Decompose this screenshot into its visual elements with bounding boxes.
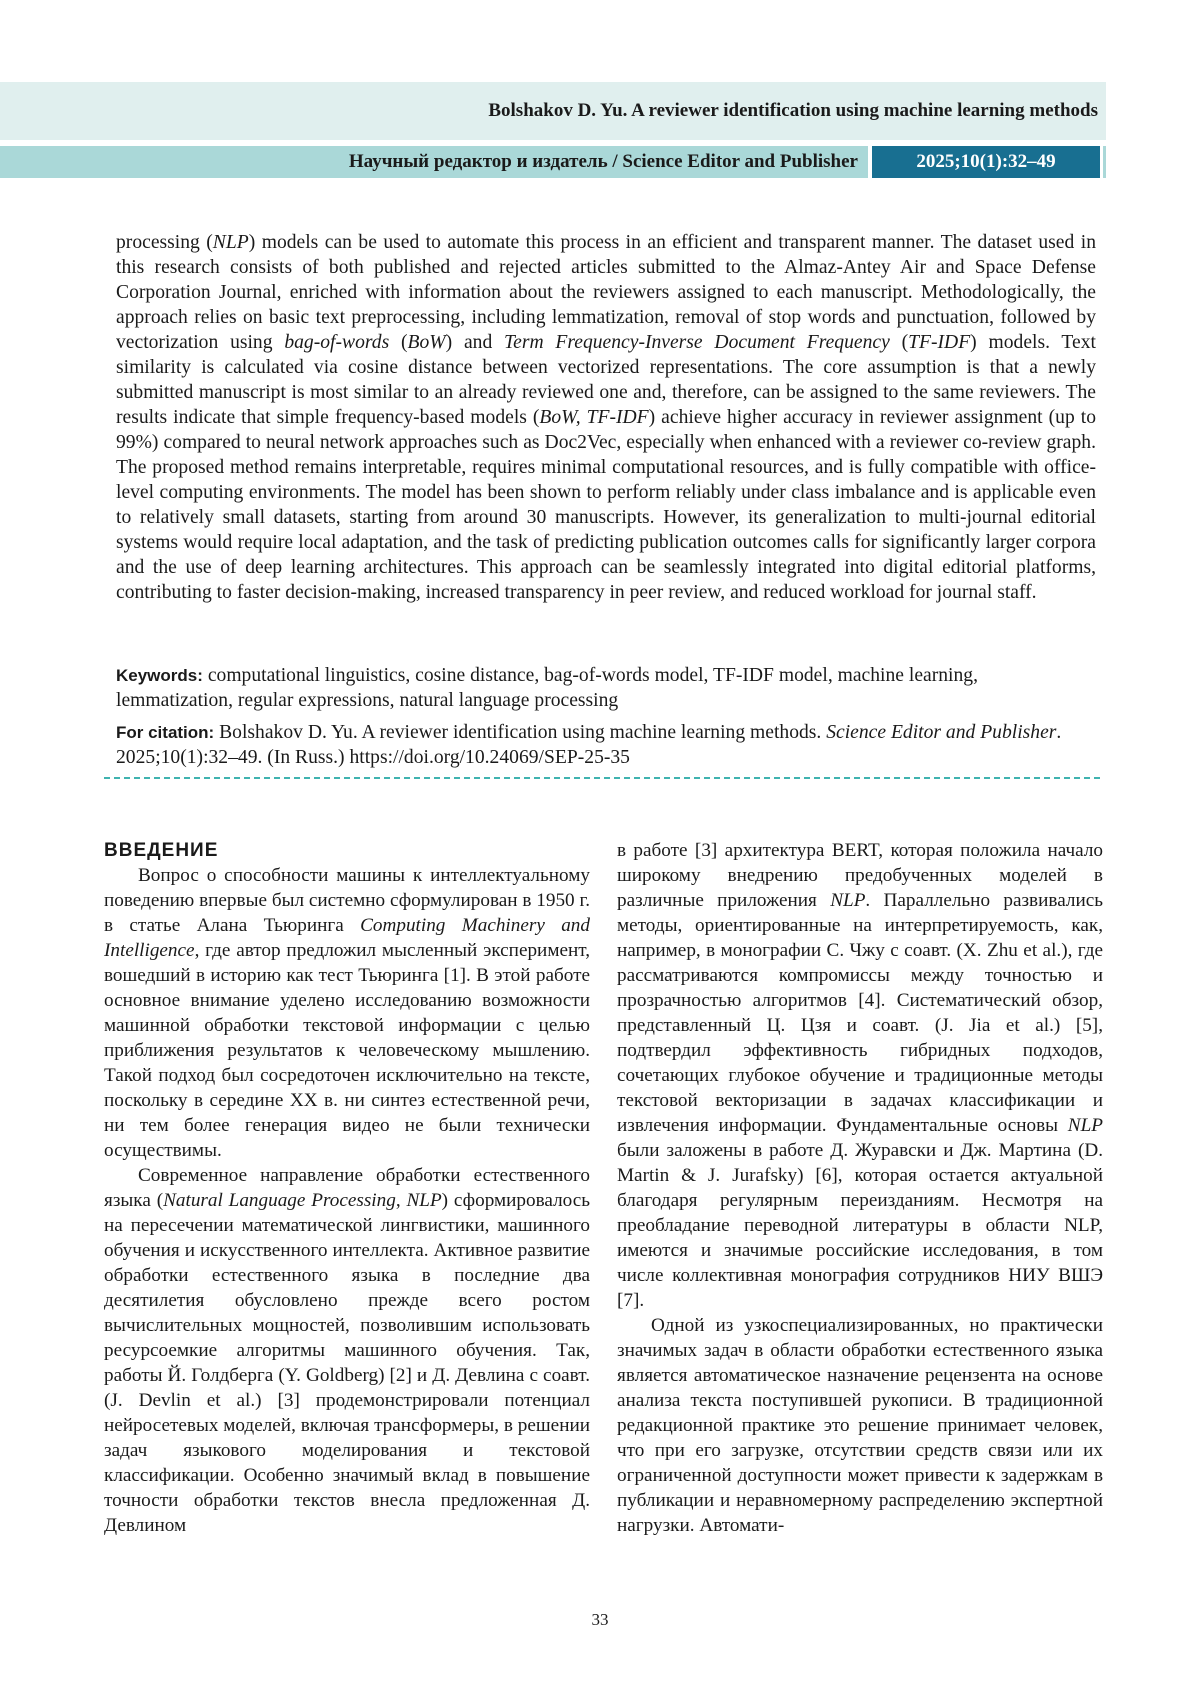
citation (116, 720, 1096, 770)
right-column (617, 838, 1103, 1538)
italic-text: Natural Language Processing (163, 1190, 396, 1211)
text-run: ( (389, 332, 407, 353)
keywords-label: Keywords: (116, 666, 203, 685)
text-run: ( (890, 332, 908, 353)
text-run: . Параллельно развивались методы, ориентированные на интерпретируемость, как, например, в монографии С. Чжу с соавт. (X. Zhu et al.), где рассматриваются компромиссы между точностью и прозрачностью алгоритмов [4]. Систематический обзор, представленный Ц. Цзя и соавт. (J. Jia et al.) [5], подтвердил эффективность гибридных подходов, сочетающих глубокое обучение и традиционные методы текстовой векторизации в задачах классификации и извлечения информации. Фундаментальные основы (617, 890, 1103, 1136)
italic-text: bag-of-words (284, 332, 389, 353)
text-run: ) achieve higher accuracy in reviewer assignment (up to 99%) compared to neural network approaches such as Doc2Vec, especially when enhanced with a reviewer co-review graph. The proposed method remains interpretable, requires minimal computational resources, and is fully compatible with office-level computing environments. The model has been shown to perform reliably under class imbalance and is applicable even to relatively small datasets, starting from around 30 manuscripts. However, its generalization to multi-journal editorial systems would require local adaptation, and the task of predicting publication outcomes calls for significantly larger corpora and the use of deep learning architectures. This approach can be seamlessly integrated into digital editorial platforms, contributing to faster decision-making, increased transparency in peer review, and reduced workload for journal staff. (116, 407, 1096, 603)
issue-badge (872, 146, 1100, 178)
abstract (116, 230, 1096, 605)
keywords (116, 663, 1096, 713)
text-run: Современное направление обработки естественного языка ( (104, 1165, 590, 1211)
italic-text: Computing Machinery and Intelligence (104, 915, 590, 961)
italic-text: NLP (1068, 1115, 1103, 1136)
italic-text: Science Editor and Publisher (826, 722, 1056, 743)
italic-text: NLP (830, 890, 865, 911)
italic-text: BoW, TF-IDF (539, 407, 648, 428)
page-number: 33 (0, 1610, 1200, 1630)
paragraph (104, 1163, 590, 1538)
header-accent (1103, 146, 1106, 178)
citation-label: For citation: (116, 723, 214, 742)
text-run: . 2025;10(1):32–49. (In Russ.) https://doi.org/10.24069/SEP-25-35 (116, 722, 1061, 768)
issue-text: 2025;10(1):32–49 (872, 146, 1100, 173)
text-run: Вопрос о способности машины к интеллектуальному поведению впервые был системно сформулирован в 1950 г. в статье Алана Тьюринга (104, 865, 590, 936)
divider (104, 777, 1100, 779)
journal-bar (0, 146, 868, 178)
text-run: были заложены в работе Д. Журавски и Дж. Мартина (D. Martin & J. Jurafsky) [6], которая остается актуальной благодаря регулярным переизданиям. Несмотря на преобладание переводной литературы в области NLP, имеются и значимые российские исследования, в том числе коллективная монография сотрудников НИУ ВШЭ [7]. (617, 1140, 1103, 1311)
text-run: Bolshakov D. Yu. A reviewer identification using machine learning methods. (214, 722, 826, 743)
paragraph (617, 838, 1103, 1313)
text-run: processing ( (116, 232, 213, 253)
running-title: Bolshakov D. Yu. A reviewer identification using machine learning methods (488, 100, 1098, 122)
text-run: ) and (446, 332, 504, 353)
text-run: ) models can be used to automate this process in an efficient and transparent manner. The dataset used in this research consists of both published and rejected articles submitted to the Almaz-Antey Air and Space Defense Corporation Journal, enriched with information about the reviewers assigned to each manuscript. Methodologically, the approach relies on basic text preprocessing, including lemmatization, removal of stop words and punctuation, followed by vectorization using (116, 232, 1096, 353)
journal-name: Научный редактор и издатель / Science Editor and Publisher (349, 151, 858, 173)
left-column (104, 838, 590, 1538)
italic-text: BoW (408, 332, 446, 353)
italic-text: TF-IDF (908, 332, 970, 353)
text-run: ) models. Text similarity is calculated via cosine distance between vectorized representations. The core assumption is that a newly submitted manuscript is most similar to an already reviewed one and, therefore, can be assigned to the same reviewers. The results indicate that simple frequency-based models ( (116, 332, 1096, 428)
running-title-bar (0, 82, 1106, 140)
text-run: в работе [3] архитектура BERT, которая положила начало широкому внедрению предобученных моделей в различные приложения (617, 840, 1103, 911)
italic-text: NLP (213, 232, 249, 253)
paragraph (617, 1313, 1103, 1538)
text-run: , где автор предложил мысленный эксперимент, вошедший в историю как тест Тьюринга [1]. В этой работе основное внимание уделено исследованию возможности машинной обработки текстовой информации с целью приближения результатов к человеческому мышлению. Такой подход был сосредоточен исключительно на тексте, поскольку в середине XX в. ни синтез естественной речи, ни тем более генерация видео не были технически осуществимы. (104, 940, 590, 1161)
section-heading: ВВЕДЕНИЕ (104, 838, 590, 863)
text-run: ) сформировалось на пересечении математической лингвистики, машинного обучения и искусственного интеллекта. Активное развитие обработки естественного языка в последние два десятилетия обусловлено прежде всего ростом вычислительных мощностей, позволившим использовать ресурсоемкие алгоритмы машинного обучения. Так, работы Й. Голдберга (Y. Goldberg) [2] и Д. Девлина с соавт. (J. Devlin et al.) [3] продемонстрировали потенциал нейросетевых моделей, включая трансформеры, в решении задач языкового моделирования и текстовой классификации. Особенно значимый вклад в повышение точности обработки текстов внесла предложенная Д. Девлином (104, 1190, 590, 1536)
italic-text: Term Frequency-Inverse Document Frequency (504, 332, 890, 353)
keywords-text: computational linguistics, cosine distance, bag-of-words model, TF-IDF model, machine learning, lemmatization, regular expressions, natural language processing (116, 665, 978, 711)
text-run: , (396, 1190, 407, 1211)
italic-text: NLP (406, 1190, 441, 1211)
text-run: Одной из узкоспециализированных, но практически значимых задач в области обработки естественного языка является автоматическое назначение рецензента на основе анализа текста поступившей рукописи. В традиционной редакционной практике это решение принимает человек, что при его загрузке, отсутствии средств связи или их ограниченной доступности может привести к задержкам в публикации и неравномерному распределению экспертной нагрузки. Автомати- (617, 1315, 1103, 1536)
paragraph (104, 863, 590, 1163)
